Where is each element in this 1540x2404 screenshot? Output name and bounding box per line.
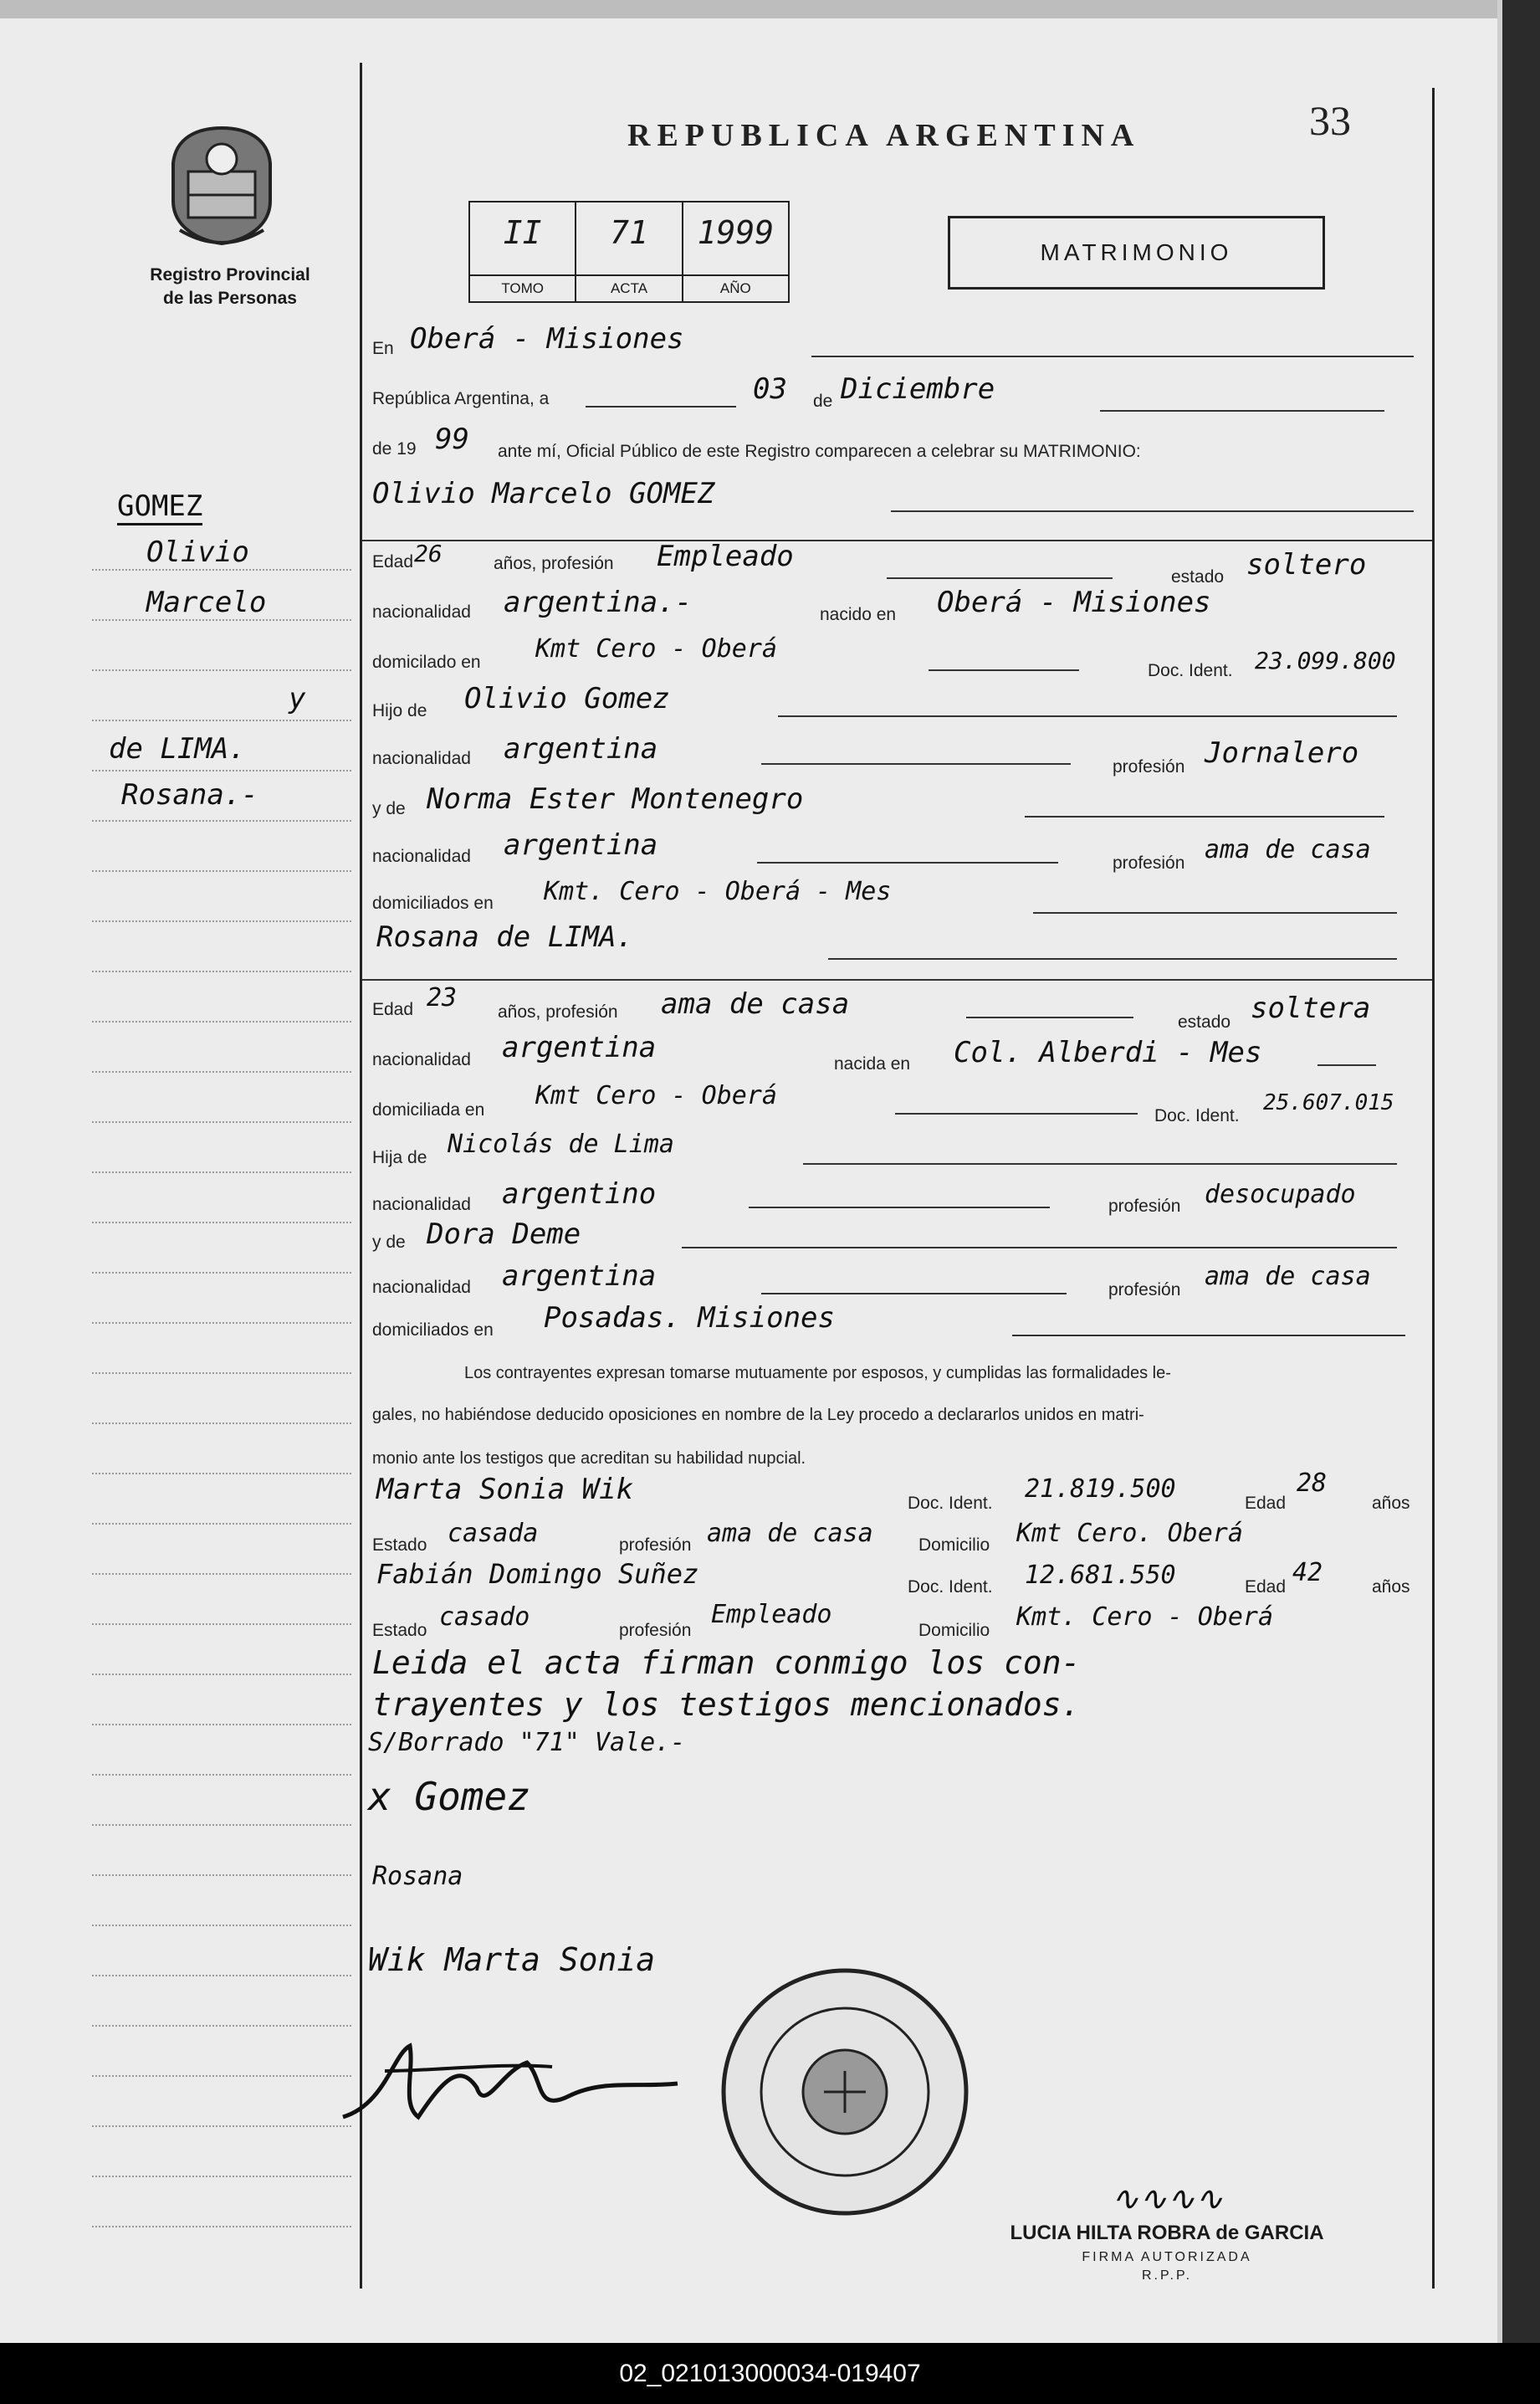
document-page: Registro Provincial de las Personas REPUBLICA ARGENTINA 33 II TOMO 71 ACTA 1999 AÑO MATRIMONIO GOMEZ Olivio Marcelo y de LIMA. Rosana.- En Oberá - Misiones República Argentina, a 03 de Diciembre de 19 99 ante mí, Oficial Público de este Registro comparecen a celebrar su MATRIMONIO: Olivio Marcelo GOMEZ Edad 26 años, profesión Empleado estado soltero nacionalidad argentina.- nacido en Oberá - Misiones domicilado en Kmt Cero - Oberá Doc. Ident. 23.099.800 Hijo de Olivio Gomez nacionalidad argentina profesión Jornalero y de Norma Ester Montenegro nacionalidad argentina profesión ama de casa domiciliados en Kmt. Cero - Oberá - Mes Rosana de LIMA. Edad 23 años, profesión ama de casa estado soltera nacionalidad argentina nacida en Col. Alberdi - Mes domiciliada en Kmt Cero - Oberá Doc. Ident. 25.607.015 Hija de Nicolás de Lima nacionalidad argentino profesión desocupado y de Dora Deme nacionalidad argentina profesión ama de casa domiciliados en Posadas. Misiones Los contrayentes expresan tomarse mutuamente por esposos, y cumplidas las formalidades le- gales, no habiéndose deducido oposiciones en nombre de la Ley procedo a declararlos unidos en matri- monio ante los testigos que acreditan su habilidad nupcial. Marta Sonia Wik Doc. Ident. 21.819.500 Edad 28 años Estado casada profesión ama de casa Domicilio Kmt Cero. Oberá Fabián Domingo Suñez Doc. Ident. 12.681.550 Edad 42 años Estado casado profesión Empleado Domicilio Kmt. Cero - Oberá Leida el acta firman conmigo los con- trayentes y los testigos mencionados. S/Borrado "71" Vale.- x Gomez Rosana Wik Marta Sonia ∿∿∿∿ LUCIA HILTA ROBRA de GARCIA FIRMA AUTORIZADA R.P.P. bbox=[0, 0, 1502, 2343]
official-signature-block: ∿∿∿∿ LUCIA HILTA ROBRA de GARCIA FIRMA AUTORIZADA R.P.P. bbox=[991, 2180, 1343, 2284]
signature-officer-scribble bbox=[335, 2038, 686, 2138]
record-acta: 71 ACTA bbox=[576, 202, 683, 301]
province-crest-icon bbox=[163, 121, 280, 251]
record-tomo: II TOMO bbox=[470, 202, 576, 301]
registry-name: Registro Provincial de las Personas bbox=[150, 265, 310, 308]
right-border bbox=[1432, 88, 1435, 2289]
country-title: REPUBLICA ARGENTINA bbox=[627, 118, 1141, 153]
signature-wik: Wik Marta Sonia bbox=[368, 1941, 656, 1978]
record-ano: 1999 AÑO bbox=[683, 202, 788, 301]
record-box bbox=[468, 201, 790, 303]
document-type-box: MATRIMONIO bbox=[948, 216, 1325, 290]
official-org: R.P.P. bbox=[1141, 2268, 1193, 2283]
signature-rosana: Rosana bbox=[372, 1862, 463, 1891]
official-title: FIRMA AUTORIZADA bbox=[1082, 2250, 1252, 2264]
page-top-edge bbox=[0, 0, 1497, 18]
groom-name: Olivio Marcelo GOMEZ bbox=[372, 477, 715, 510]
image-id-caption: 02_021013000034-019407 bbox=[0, 2343, 1540, 2404]
official-seal-icon bbox=[719, 1966, 970, 2222]
margin-divider bbox=[360, 63, 362, 2289]
signature-gomez: x Gomez bbox=[368, 1774, 530, 1819]
page-number: 33 bbox=[1309, 97, 1351, 144]
official-name: LUCIA HILTA ROBRA de GARCIA bbox=[1010, 2222, 1324, 2244]
